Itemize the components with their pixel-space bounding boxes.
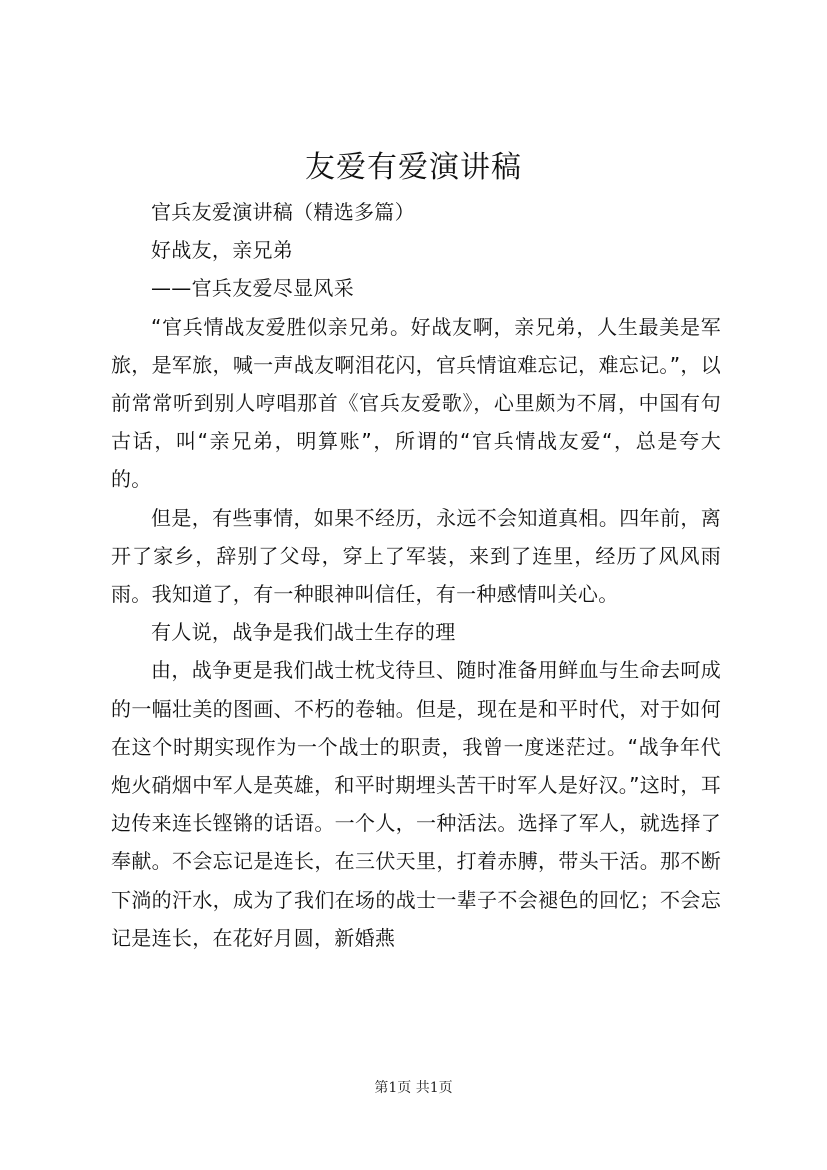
document-body [111, 193, 721, 957]
paragraph-subheading: ——官兵友爱尽显风采 [151, 276, 354, 301]
paragraph: 有人说，战争是我们战士生存的理 [151, 620, 456, 645]
paragraph: “官兵情战友爱胜似亲兄弟。好战友啊，亲兄弟，人生最美是军旅，是军旅，喊一声战友啊泪花闪，官兵情谊难忘记，难忘记。”，以前常常听到别人哼唱那首《官兵友爱歌》，心里颇为不屑，中国有句古话，叫“亲兄弟，明算账”，所谓的“官兵情战友爱“，总是夸大的。 [111, 314, 721, 492]
paragraph-subtitle: 官兵友爱演讲稿（精选多篇） [151, 200, 415, 224]
paragraph: 由，战争更是我们战士枕戈待旦、随时准备用鲜血与生命去呵成的一幅壮美的图画、不朽的卷轴。但是，现在是和平时代，对于如何在这个时期实现作为一个战士的职责，我曾一度迷茫过。“战争年代炮火硝烟中军人是英雄，和平时期埋头苦干时军人是好汉。”这时，耳边传来连长铿锵的话语。一个人，一种活法。选择了军人，就选择了奉献。不会忘记是连长，在三伏天里，打着赤膊，带头干活。那不断下淌的汗水，成为了我们在场的战士一辈子不会褪色的回忆；不会忘记是连长，在花好月圆，新婚燕 [111, 658, 721, 950]
paragraph: 但是，有些事情，如果不经历，永远不会知道真相。四年前，离开了家乡，辞别了父母，穿上了军装，来到了连里，经历了风风雨雨。我知道了，有一种眼神叫信任，有一种感情叫关心。 [111, 505, 721, 607]
paragraph-heading: 好战友，亲兄弟 [151, 238, 294, 263]
document-title: 友爱有爱演讲稿 [305, 150, 522, 185]
page-footer: 第1页 共1页 [374, 1080, 453, 1096]
